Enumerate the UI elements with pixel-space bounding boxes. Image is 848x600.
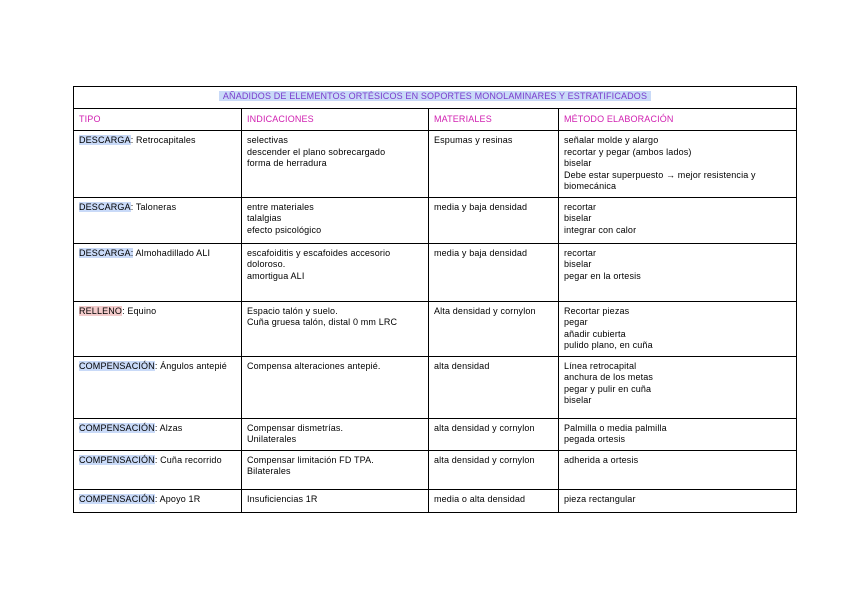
indicacion-line: efecto psicológico [247,224,322,235]
tipo-cell [74,450,242,489]
category-label: DESCARGA [79,135,131,145]
indicacion-line: Compensar dismetrías. [247,422,344,433]
category-label: COMPENSACIÓN [79,360,155,371]
metodo-cell [559,356,797,418]
category-label: DESCARGA [79,201,131,212]
materiales-cell: Alta densidad y cornylon [429,301,559,356]
metodo-line: pegar en la ortesis [564,270,641,281]
materiales-cell: alta densidad y cornylon [429,450,559,489]
type-name: Almohadillado ALI [133,247,211,258]
metodo-line: pegar [564,317,588,327]
indicacion-line: Compensa alteraciones antepié. [247,360,381,371]
materiales-cell: media y baja densidad [429,197,559,243]
header-indicaciones: INDICACIONES [242,109,429,131]
indicacion-line: entre materiales [247,201,314,212]
header-row [74,109,797,131]
category-label: COMPENSACIÓN [79,422,155,433]
indicacion-line: talalgias [247,213,282,223]
metodo-cell [559,450,797,489]
indicaciones-cell [242,450,429,489]
indicacion-line: descender el plano sobrecargado [247,146,386,157]
title-cell [74,87,797,109]
indicaciones-cell [242,197,429,243]
metodo-cell [559,418,797,450]
metodo-line: recortar [564,247,597,258]
indicacion-line: forma de herradura [247,158,327,168]
metodo-line: Recortar piezas [564,305,630,316]
indicaciones-cell [242,356,429,418]
metodo-line: recortar y pegar (ambos lados) [564,146,692,157]
indicaciones-cell [242,418,429,450]
type-name: : Equino [122,305,157,316]
indicaciones-cell [242,301,429,356]
table-row [74,418,797,450]
indicacion-line: amortigua ALI [247,270,305,281]
tipo-cell [74,356,242,418]
tipo-cell [74,131,242,198]
type-name: : Apoyo 1R [154,493,201,504]
header-materiales: MATERIALES [429,109,559,131]
header-metodo: MÉTODO ELABORACIÓN [559,109,797,131]
metodo-cell [559,489,797,512]
indicacion-line: Cuña gruesa talón, distal 0 mm LRC [247,317,398,327]
category-label: COMPENSACIÓN [79,493,155,504]
metodo-line: señalar molde y alargo [564,135,659,145]
metodo-cell [559,301,797,356]
metodo-line: biselar [564,259,592,269]
materiales-cell: media y baja densidad [429,243,559,301]
tipo-cell [74,243,242,301]
metodo-cell [559,131,797,198]
category-label: RELLENO [79,305,123,316]
metodo-line: pieza rectangular [564,493,636,504]
metodo-line: pegar y pulir en cuña [564,383,652,394]
table-row [74,489,797,512]
indicacion-line: escafoiditis y escafoides accesorio doloroso. [247,247,391,269]
indicaciones-cell [242,131,429,198]
table-row [74,356,797,418]
tipo-cell [74,418,242,450]
metodo-line: añadir cubierta [564,328,626,339]
indicacion-line: Insuficiencias 1R [247,493,318,504]
table-row [74,243,797,301]
metodo-line: biselar [564,395,592,405]
table-row [74,197,797,243]
metodo-cell [559,243,797,301]
type-name: : Cuña recorrido [154,454,222,465]
tipo-cell [74,489,242,512]
metodo-line: Línea retrocapital [564,360,637,371]
materiales-cell: alta densidad y cornylon [429,418,559,450]
materiales-cell: Espumas y resinas [429,131,559,198]
indicacion-line: Compensar limitación FD TPA. [247,454,374,465]
metodo-cell [559,197,797,243]
category-label: COMPENSACIÓN [79,454,155,465]
materiales-cell: media o alta densidad [429,489,559,512]
indicacion-line: Unilaterales [247,434,297,444]
indicacion-line: Bilaterales [247,466,291,476]
metodo-line: biselar [564,158,592,168]
metodo-line: pegada ortesis [564,434,626,444]
tipo-cell [74,301,242,356]
metodo-line: adherida a ortesis [564,454,639,465]
indicacion-line: Espacio talón y suelo. [247,305,338,316]
title-row [74,87,797,109]
indicaciones-cell [242,243,429,301]
type-name: : Alzas [154,422,183,433]
type-name: : Retrocapitales [130,135,196,145]
metodo-line: integrar con calor [564,224,637,235]
indicaciones-cell [242,489,429,512]
table-row [74,131,797,198]
type-name: : Ángulos antepié [154,360,227,371]
tipo-cell [74,197,242,243]
metodo-line: biselar [564,213,592,223]
ortesis-table [73,86,797,513]
indicacion-line: selectivas [247,135,289,145]
table-row [74,301,797,356]
category-label: DESCARGA: [79,247,134,258]
metodo-line: Debe estar superpuesto → mejor resistencia y biomecánica [564,169,756,191]
materiales-cell: alta densidad [429,356,559,418]
table-row [74,450,797,489]
metodo-line: anchura de los metas [564,372,654,382]
metodo-line: recortar [564,201,597,212]
metodo-line: Palmilla o media palmilla [564,422,667,433]
type-name: : Taloneras [130,201,177,212]
header-tipo: TIPO [74,109,242,131]
table-title: AÑADIDOS DE ELEMENTOS ORTÉSICOS EN SOPORTES MONOLAMINARES Y ESTRATIFICADOS [219,91,651,101]
metodo-line: pulido plano, en cuña [564,340,653,350]
